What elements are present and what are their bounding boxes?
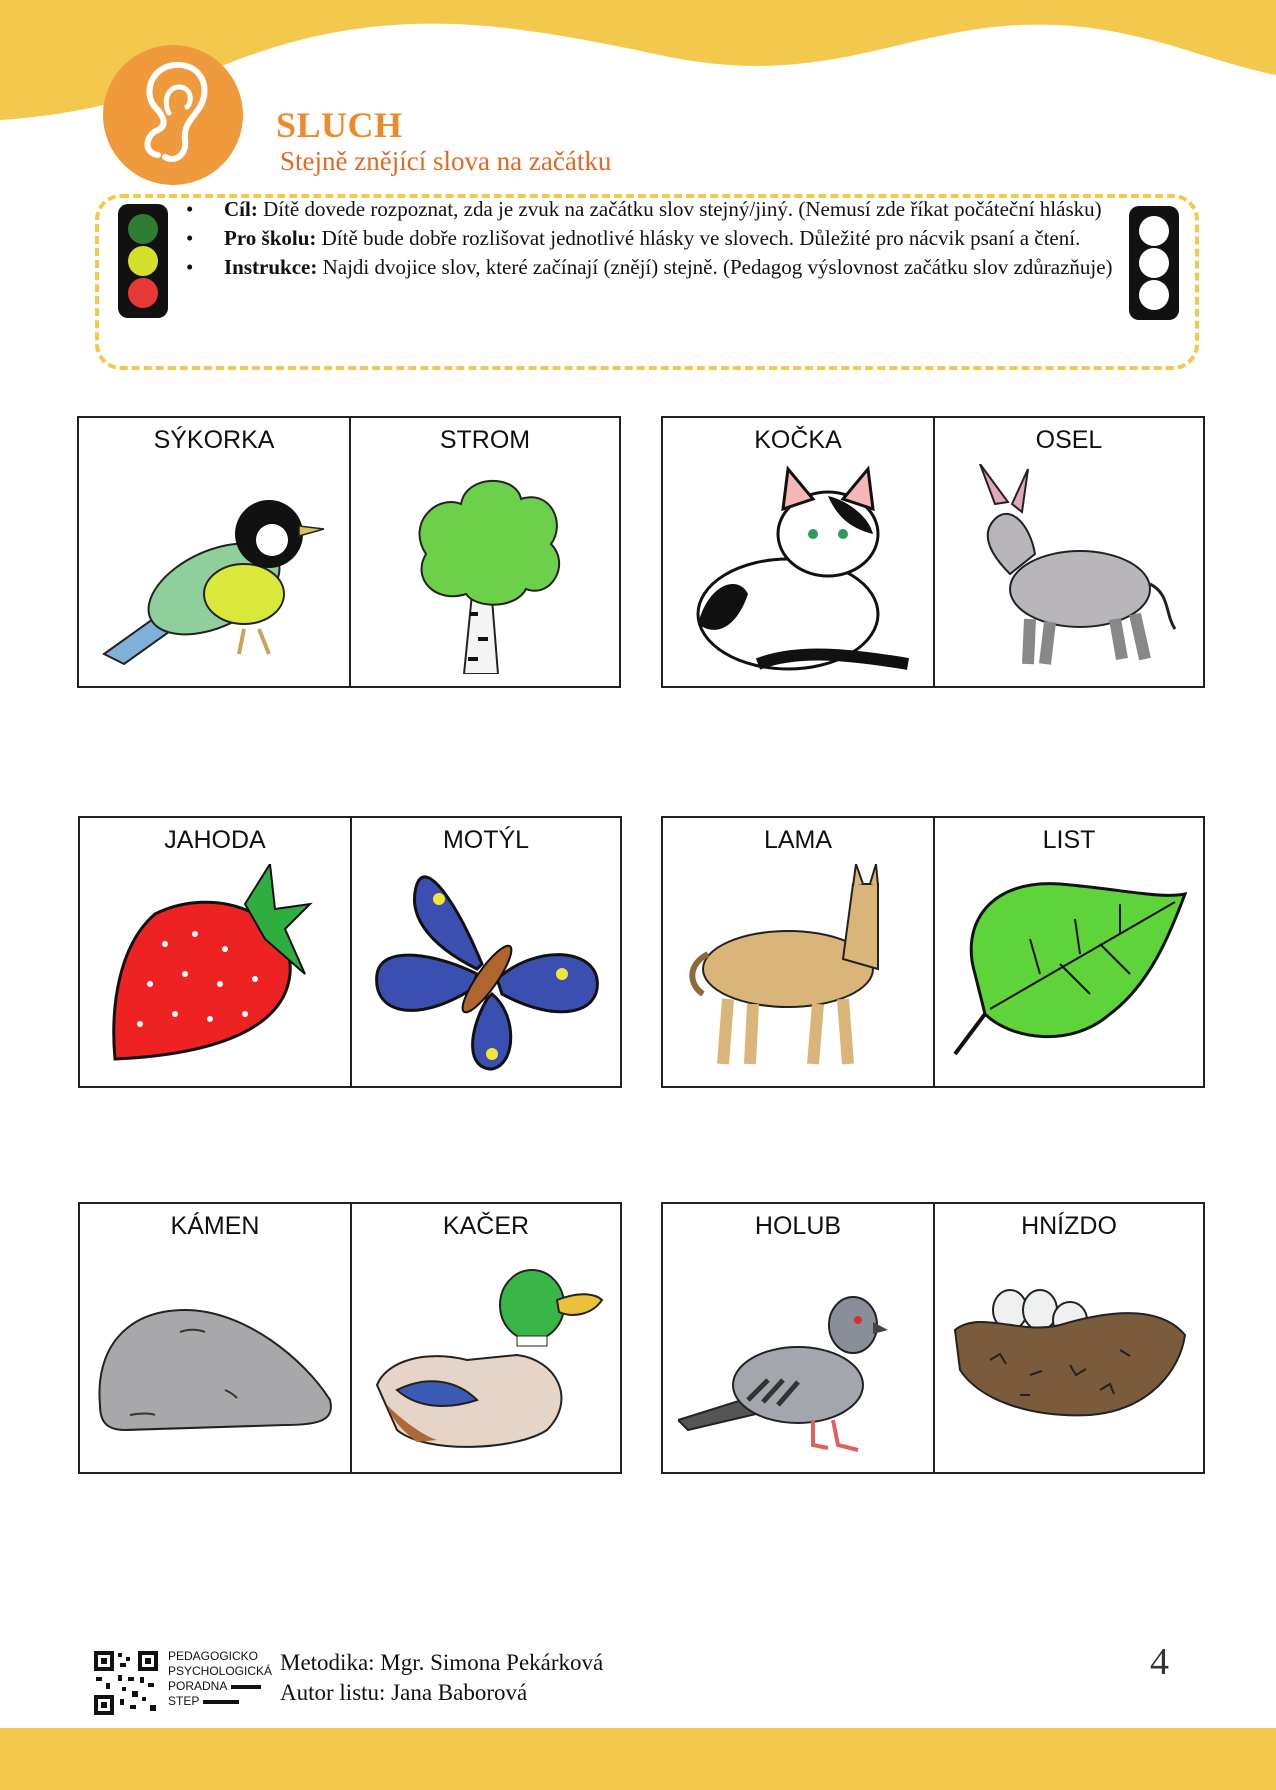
page-title: SLUCH (276, 105, 403, 145)
card-pair (661, 816, 1205, 1088)
card-pair (661, 416, 1205, 688)
stone-icon (95, 1250, 335, 1460)
card-pair (661, 1202, 1205, 1474)
nest-icon (950, 1250, 1190, 1460)
birch-tree-icon (366, 464, 606, 674)
yellow-light (128, 246, 158, 276)
card-label: KAČER (442, 1212, 530, 1240)
butterfly-icon (367, 864, 607, 1074)
card-pair (78, 816, 622, 1088)
card-label: KOČKA (754, 426, 842, 454)
card-pair (78, 1202, 622, 1474)
picture-card[interactable] (350, 818, 620, 1086)
card-label: HNÍZDO (1021, 1212, 1117, 1240)
qr-code-icon (92, 1649, 160, 1717)
ear-icon (103, 45, 243, 185)
instruction-list (186, 195, 1114, 282)
card-label: LIST (1042, 826, 1096, 854)
red-light (128, 278, 158, 308)
picture-card[interactable] (663, 1204, 933, 1472)
donkey-icon (950, 464, 1190, 674)
list-item-school: • Pro školu: Dítě bude dobře rozlišovat jednotlivé hlásky ve slovech. Důležité pro nácvik psaní a čtení. (186, 224, 1114, 253)
list-item-goal: • Cíl: Dítě dovede rozpoznat, zda je zvuk na začátku slov stejný/jiný. (Nemusí zde říkat počáteční hlásku) (186, 195, 1114, 224)
card-label: STROM (439, 426, 531, 454)
bottom-bar (0, 1728, 1276, 1790)
picture-card[interactable] (663, 818, 933, 1086)
organization-logo: PEDAGOGICKO PSYCHOLOGICKÁ PORADNA STEP (168, 1649, 273, 1708)
card-pair (77, 416, 621, 688)
picture-card[interactable] (80, 1204, 350, 1472)
picture-card[interactable] (663, 418, 933, 686)
card-label: HOLUB (754, 1212, 842, 1240)
card-label: JAHODA (164, 826, 266, 854)
picture-card[interactable] (933, 1204, 1203, 1472)
picture-card[interactable] (350, 1204, 620, 1472)
strawberry-icon (95, 864, 335, 1074)
page-number: 4 (1150, 1641, 1169, 1683)
empty-light (1139, 280, 1169, 310)
empty-light (1139, 216, 1169, 246)
traffic-light-icon (118, 204, 168, 318)
card-label: KÁMEN (170, 1212, 260, 1240)
page-subtitle: Stejně znějící slova na začátku (280, 146, 612, 176)
green-light (128, 214, 158, 244)
card-label: OSEL (1035, 426, 1103, 454)
card-label: LAMA (763, 826, 833, 854)
great-tit-bird-icon (94, 464, 334, 674)
picture-card[interactable] (933, 418, 1203, 686)
picture-card[interactable] (933, 818, 1203, 1086)
picture-card[interactable] (79, 418, 349, 686)
llama-icon (678, 864, 918, 1074)
ear-badge (103, 45, 243, 185)
empty-light (1139, 248, 1169, 278)
leaf-icon (950, 864, 1190, 1074)
list-item-instruction: • Instrukce: Najdi dvojice slov, které začínají (znějí) stejně. (Pedagog výslovnost začátku slov zdůrazňuje) (186, 253, 1114, 282)
cat-icon (678, 464, 918, 674)
picture-card[interactable] (80, 818, 350, 1086)
credits: Metodika: Mgr. Simona Pekárková Autor listu: Jana Baborová (280, 1650, 604, 1705)
card-label: SÝKORKA (153, 426, 275, 454)
card-label: MOTÝL (442, 826, 530, 854)
pigeon-icon (678, 1250, 918, 1460)
drake-duck-icon (367, 1250, 607, 1460)
picture-card[interactable] (349, 418, 619, 686)
empty-traffic-light-icon (1129, 206, 1179, 320)
